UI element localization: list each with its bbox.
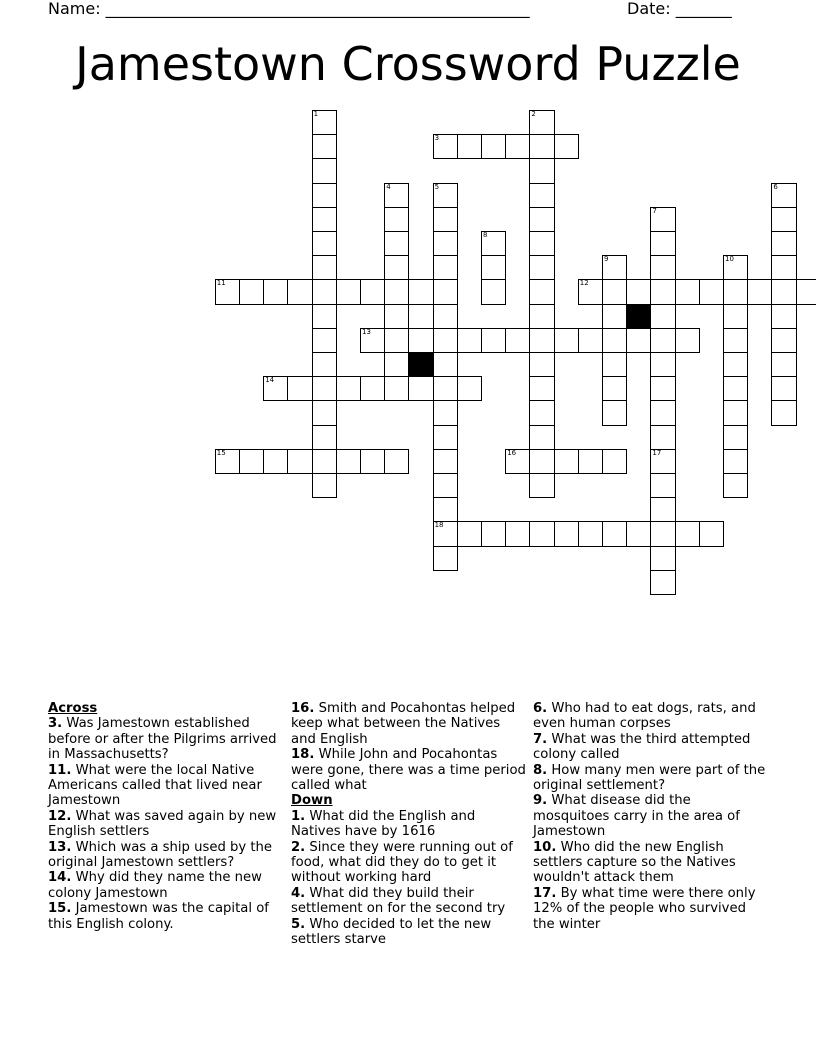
- grid-cell[interactable]: [554, 521, 579, 546]
- black-square: [408, 352, 433, 377]
- grid-cell[interactable]: [771, 400, 796, 425]
- grid-cell[interactable]: [529, 376, 554, 401]
- grid-cell[interactable]: [408, 279, 433, 304]
- clue-down-10: 10. Who did the new English settlers capture so the Natives wouldn't attack them: [533, 839, 736, 886]
- grid-cell[interactable]: [457, 134, 482, 159]
- grid-cell[interactable]: [336, 279, 361, 304]
- grid-cell[interactable]: [723, 255, 748, 280]
- grid-cell[interactable]: [529, 449, 554, 474]
- grid-cell[interactable]: [433, 546, 458, 571]
- grid-cell[interactable]: [529, 425, 554, 450]
- black-square: [626, 304, 651, 329]
- grid-cell[interactable]: [699, 279, 724, 304]
- grid-cell[interactable]: [312, 279, 337, 304]
- grid-cell[interactable]: [650, 207, 675, 232]
- grid-cell[interactable]: [602, 521, 627, 546]
- grid-cell[interactable]: [433, 521, 458, 546]
- grid-cell[interactable]: [481, 279, 506, 304]
- clue-down-17: 17. By what time were there only 12% of the people who survived the winter: [533, 885, 756, 932]
- grid-cell[interactable]: [529, 304, 554, 329]
- grid-cell[interactable]: [433, 473, 458, 498]
- grid-cell[interactable]: [723, 304, 748, 329]
- grid-cell[interactable]: [675, 521, 700, 546]
- grid-cell[interactable]: [723, 425, 748, 450]
- grid-cell[interactable]: [529, 158, 554, 183]
- grid-cell[interactable]: [481, 231, 506, 256]
- grid-cell[interactable]: [602, 376, 627, 401]
- grid-cell[interactable]: [650, 352, 675, 377]
- grid-cell[interactable]: [529, 328, 554, 353]
- grid-cell[interactable]: [723, 376, 748, 401]
- grid-cell[interactable]: [312, 400, 337, 425]
- clue-across-3: 3. Was Jamestown established before or after the Pilgrims arrived in Massachusetts?: [48, 716, 277, 763]
- grid-cell[interactable]: [529, 473, 554, 498]
- clue-number: 16: [507, 448, 517, 457]
- grid-cell[interactable]: [312, 231, 337, 256]
- clue-number: 3: [434, 134, 440, 143]
- clue-number: 18: [434, 521, 444, 530]
- grid-cell[interactable]: [433, 255, 458, 280]
- grid-cell[interactable]: [457, 521, 482, 546]
- grid-cell[interactable]: [650, 255, 675, 280]
- grid-cell[interactable]: [578, 279, 603, 304]
- grid-cell[interactable]: [626, 521, 651, 546]
- clue-number: 10: [725, 255, 734, 264]
- grid-cell[interactable]: [336, 376, 361, 401]
- grid-cell[interactable]: [433, 425, 458, 450]
- grid-cell[interactable]: [433, 304, 458, 329]
- grid-cell[interactable]: [529, 279, 554, 304]
- grid-cell[interactable]: [602, 328, 627, 353]
- clue-down-7: 7. What was the third attempted colony called: [533, 731, 751, 763]
- grid-cell[interactable]: [650, 521, 675, 546]
- grid-cell[interactable]: [578, 521, 603, 546]
- grid-cell[interactable]: [699, 521, 724, 546]
- clue-number: 1: [313, 110, 319, 118]
- grid-cell[interactable]: [723, 352, 748, 377]
- grid-cell[interactable]: [384, 352, 409, 377]
- grid-cell[interactable]: [384, 376, 409, 401]
- grid-cell[interactable]: [287, 279, 312, 304]
- grid-cell[interactable]: [263, 376, 288, 401]
- clue-number: 15: [216, 448, 226, 457]
- clue-number: 14: [265, 376, 275, 385]
- grid-cell[interactable]: [433, 352, 458, 377]
- grid-cell[interactable]: [312, 110, 337, 135]
- grid-cell[interactable]: [433, 376, 458, 401]
- grid-cell[interactable]: [578, 449, 603, 474]
- grid-cell[interactable]: [312, 473, 337, 498]
- grid-cell[interactable]: [723, 473, 748, 498]
- grid-cell[interactable]: [481, 134, 506, 159]
- clue-number: 17: [652, 448, 662, 457]
- grid-cell[interactable]: [312, 255, 337, 280]
- clue-down-2: 2. Since they were running out of food, what did they do to get it without working hard: [291, 839, 513, 886]
- clues-column-2: [291, 701, 526, 948]
- grid-cell[interactable]: [626, 279, 651, 304]
- grid-cell[interactable]: [554, 449, 579, 474]
- down-heading: Down: [291, 793, 333, 809]
- grid-cell[interactable]: [771, 352, 796, 377]
- grid-cell[interactable]: [384, 328, 409, 353]
- grid-cell[interactable]: [312, 183, 337, 208]
- grid-cell[interactable]: [602, 352, 627, 377]
- grid-cell[interactable]: [650, 473, 675, 498]
- grid-cell[interactable]: [239, 279, 264, 304]
- grid-cell[interactable]: [312, 352, 337, 377]
- grid-cell[interactable]: [650, 497, 675, 522]
- grid-cell[interactable]: [505, 449, 530, 474]
- grid-cell[interactable]: [602, 304, 627, 329]
- clue-number: 8: [483, 231, 488, 239]
- clue-number: 11: [216, 279, 226, 288]
- grid-cell[interactable]: [602, 400, 627, 425]
- clue-number: 9: [604, 255, 609, 264]
- grid-cell[interactable]: [529, 400, 554, 425]
- grid-cell[interactable]: [650, 304, 675, 329]
- grid-cell[interactable]: [433, 497, 458, 522]
- grid-cell[interactable]: [771, 279, 796, 304]
- grid-cell[interactable]: [384, 449, 409, 474]
- grid-cell[interactable]: [529, 110, 554, 135]
- grid-cell[interactable]: [239, 449, 264, 474]
- grid-cell[interactable]: [602, 255, 627, 280]
- clue-down-8: 8. How many men were part of the original settlement?: [533, 762, 766, 794]
- grid-cell[interactable]: [360, 279, 385, 304]
- clue-across-12: 12. What was saved again by new English settlers: [48, 808, 277, 840]
- grid-cell[interactable]: [675, 328, 700, 353]
- grid-cell[interactable]: [650, 546, 675, 571]
- clues-column-1: [48, 701, 283, 932]
- clue-number: 12: [579, 279, 589, 288]
- grid-cell[interactable]: [384, 183, 409, 208]
- grid-cell[interactable]: [626, 328, 651, 353]
- grid-cell[interactable]: [433, 134, 458, 159]
- grid-cell[interactable]: [505, 328, 530, 353]
- grid-cell[interactable]: [312, 207, 337, 232]
- grid-cell[interactable]: [457, 376, 482, 401]
- clue-across-15: 15. Jamestown was the capital of this English colony.: [48, 901, 269, 932]
- grid-cell[interactable]: [336, 449, 361, 474]
- grid-cell[interactable]: [650, 570, 675, 595]
- grid-cell[interactable]: [723, 328, 748, 353]
- name-field-label: Name: _____________________________________________________: [48, 0, 530, 18]
- grid-cell[interactable]: [650, 425, 675, 450]
- date-field-label: Date: _______: [627, 0, 732, 18]
- grid-cell[interactable]: [529, 352, 554, 377]
- grid-cell[interactable]: [215, 449, 240, 474]
- grid-cell[interactable]: [312, 304, 337, 329]
- grid-cell[interactable]: [263, 449, 288, 474]
- grid-cell[interactable]: [433, 231, 458, 256]
- grid-cell[interactable]: [457, 328, 482, 353]
- grid-cell[interactable]: [433, 328, 458, 353]
- clue-across-16: 16. Smith and Pocahontas helped keep what between the Natives and English: [291, 701, 516, 747]
- grid-cell[interactable]: [675, 279, 700, 304]
- grid-cell[interactable]: [408, 376, 433, 401]
- clue-down-1: 1. What did the English and Natives have by 1616: [291, 808, 476, 840]
- page-title: Jamestown Crossword Puzzle: [75, 37, 741, 91]
- grid-cell[interactable]: [602, 449, 627, 474]
- clue-across-14: 14. Why did they name the new colony Jamestown: [48, 870, 262, 901]
- grid-cell[interactable]: [771, 376, 796, 401]
- grid-cell[interactable]: [360, 328, 385, 353]
- grid-cell[interactable]: [481, 255, 506, 280]
- grid-cell[interactable]: [433, 279, 458, 304]
- grid-cell[interactable]: [650, 400, 675, 425]
- grid-cell[interactable]: [312, 376, 337, 401]
- grid-cell[interactable]: [771, 304, 796, 329]
- clue-number: 13: [362, 327, 371, 336]
- grid-cell[interactable]: [650, 449, 675, 474]
- grid-cell[interactable]: [771, 183, 796, 208]
- grid-cell[interactable]: [312, 134, 337, 159]
- clue-number: 4: [386, 182, 391, 191]
- grid-cell[interactable]: [505, 521, 530, 546]
- grid-cell[interactable]: [554, 134, 579, 159]
- grid-cell[interactable]: [312, 328, 337, 353]
- grid-cell[interactable]: [529, 134, 554, 159]
- clue-down-4: 4. What did they build their settlement on for the second try: [291, 885, 506, 917]
- clue-across-11: 11. What were the local Native Americans called that lived near Jamestown: [48, 762, 262, 809]
- grid-cell[interactable]: [650, 376, 675, 401]
- clue-number: 7: [652, 206, 657, 215]
- grid-cell[interactable]: [529, 207, 554, 232]
- grid-cell[interactable]: [312, 449, 337, 474]
- grid-cell[interactable]: [433, 207, 458, 232]
- grid-cell[interactable]: [433, 400, 458, 425]
- grid-cell[interactable]: [554, 328, 579, 353]
- grid-cell[interactable]: [529, 183, 554, 208]
- clue-down-5: 5. Who decided to let the new settlers starve: [291, 916, 492, 948]
- grid-cell[interactable]: [650, 328, 675, 353]
- grid-cell[interactable]: [433, 449, 458, 474]
- clue-across-13: 13. Which was a ship used by the original Jamestown settlers?: [48, 839, 273, 871]
- grid-cell[interactable]: [360, 376, 385, 401]
- grid-cell[interactable]: [771, 255, 796, 280]
- grid-cell[interactable]: [263, 279, 288, 304]
- grid-cell[interactable]: [529, 255, 554, 280]
- grid-cell[interactable]: [529, 521, 554, 546]
- clue-across-18: 18. While John and Pocahontas were gone, there was a time period called what: [291, 747, 526, 794]
- clue-number: 2: [531, 110, 536, 118]
- across-heading: Across: [48, 701, 98, 716]
- grid-cell[interactable]: [723, 400, 748, 425]
- grid-cell[interactable]: [771, 328, 796, 353]
- grid-cell[interactable]: [529, 231, 554, 256]
- grid-cell[interactable]: [312, 158, 337, 183]
- grid-cell[interactable]: [384, 304, 409, 329]
- grid-cell[interactable]: [771, 231, 796, 256]
- grid-cell[interactable]: [384, 231, 409, 256]
- grid-cell[interactable]: [408, 328, 433, 353]
- grid-cell[interactable]: [384, 255, 409, 280]
- grid-cell[interactable]: [481, 328, 506, 353]
- clue-number: 6: [773, 182, 778, 191]
- grid-cell[interactable]: [312, 425, 337, 450]
- grid-cell[interactable]: [215, 279, 240, 304]
- clues-column-3: [533, 701, 768, 932]
- grid-cell[interactable]: [650, 231, 675, 256]
- grid-cell[interactable]: [650, 279, 675, 304]
- grid-cell[interactable]: [723, 449, 748, 474]
- clue-down-9: 9. What disease did the mosquitoes carry in the area of Jamestown: [533, 793, 740, 840]
- grid-cell[interactable]: [723, 279, 748, 304]
- grid-cell[interactable]: [796, 279, 816, 304]
- grid-cell[interactable]: [384, 279, 409, 304]
- grid-cell[interactable]: [578, 328, 603, 353]
- grid-cell[interactable]: [771, 207, 796, 232]
- grid-cell[interactable]: [602, 279, 627, 304]
- clue-down-6: 6. Who had to eat dogs, rats, and even human corpses: [533, 701, 756, 732]
- grid-cell[interactable]: [433, 183, 458, 208]
- grid-cell[interactable]: [287, 449, 312, 474]
- grid-cell[interactable]: [384, 207, 409, 232]
- grid-cell[interactable]: [481, 521, 506, 546]
- grid-cell[interactable]: [360, 449, 385, 474]
- grid-cell[interactable]: [505, 134, 530, 159]
- grid-cell[interactable]: [287, 376, 312, 401]
- clue-number: 5: [434, 182, 440, 191]
- grid-cell[interactable]: [747, 279, 772, 304]
